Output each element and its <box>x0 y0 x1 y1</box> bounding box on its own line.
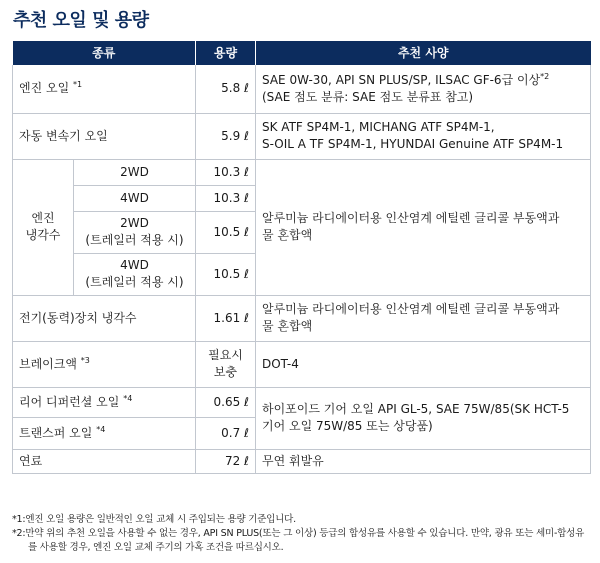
electric-coolant-spec-line1: 알루미늄 라디에이터용 인산염계 에틸렌 글리콜 부동액과 <box>262 302 560 316</box>
coolant-2wd-capacity: 10.3 ℓ <box>196 159 256 185</box>
coolant-2wd-trailer-capacity: 10.5 ℓ <box>196 211 256 253</box>
rear-diff-capacity: 0.65 ℓ <box>196 387 256 417</box>
brake-fluid-capacity-line2: 보충 <box>213 365 238 379</box>
engine-oil-spec-line2: (SAE 점도 분류: SAE 점도 분류표 참고) <box>262 89 474 104</box>
coolant-spec-line1: 알루미늄 라디에이터용 인산염계 에틸렌 글리콜 부동액과 <box>262 211 560 225</box>
footnote-2: *2:만약 위의 추천 오일을 사용할 수 없는 경우, API SN PLUS(또는 그 이상) 등급의 합성유를 사용할 수 있습니다. 만약, 광유 또는 세미-합성유를 사용할 경우, 엔진 오일 교체 주기의 가혹 조건을 따르십시오. <box>12 528 585 553</box>
brake-fluid-spec: DOT-4 <box>256 341 591 387</box>
electric-coolant-capacity: 1.61 ℓ <box>196 295 256 341</box>
brake-fluid-name: 브레이크액 <box>19 356 77 371</box>
brake-fluid-name-cell <box>13 341 196 387</box>
transfer-mark: *4 <box>96 424 106 434</box>
oil-spec-table <box>12 41 591 474</box>
coolant-label <box>13 159 74 295</box>
gear-oil-spec-line1: 하이포이드 기어 오일 API GL-5, SAE 75W/85(SK HCT-5 <box>262 402 570 416</box>
rear-diff-mark: *4 <box>123 393 133 403</box>
footnote-1: *1:엔진 오일 용량은 일반적인 오일 교체 시 주입되는 용량 기준입니다. <box>12 514 296 525</box>
engine-oil-name-cell <box>13 65 196 113</box>
table-row-engine-oil <box>13 65 591 113</box>
electric-coolant-name: 전기(동력)장치 냉각수 <box>13 295 196 341</box>
brake-fluid-capacity-line1: 필요시 <box>208 348 243 362</box>
transmission-capacity: 5.9 ℓ <box>196 113 256 159</box>
coolant-2wd-trailer-name-line2: (트레일러 적용 시) <box>85 233 184 247</box>
coolant-4wd-trailer-name <box>74 253 196 295</box>
coolant-2wd-name: 2WD <box>74 159 196 185</box>
transmission-spec-line2: S-OIL A TF SP4M-1, HYUNDAI Genuine ATF SP4M-1 <box>262 137 564 151</box>
header-type: 종류 <box>13 41 196 65</box>
table-row-transmission <box>13 113 591 159</box>
coolant-4wd-trailer-name-line2: (트레일러 적용 시) <box>85 275 184 289</box>
coolant-4wd-trailer-name-line1: 4WD <box>120 258 149 272</box>
coolant-2wd-trailer-name-line1: 2WD <box>120 216 149 230</box>
transmission-spec <box>256 113 591 159</box>
transfer-capacity: 0.7 ℓ <box>196 417 256 449</box>
fuel-capacity: 72 ℓ <box>196 449 256 473</box>
brake-fluid-mark: *3 <box>80 355 90 365</box>
table-row-coolant-2wd <box>13 159 591 185</box>
rear-diff-name-cell <box>13 387 196 417</box>
header-spec: 추천 사양 <box>256 41 591 65</box>
coolant-spec-line2: 물 혼합액 <box>262 228 313 242</box>
transfer-name: 트랜스퍼 오일 <box>19 425 93 440</box>
rear-diff-name: 리어 디퍼런셜 오일 <box>19 394 120 409</box>
coolant-spec <box>256 159 591 295</box>
engine-oil-name: 엔진 오일 <box>19 81 70 96</box>
brake-fluid-capacity <box>196 341 256 387</box>
coolant-4wd-name: 4WD <box>74 185 196 211</box>
transmission-name: 자동 변속기 오일 <box>13 113 196 159</box>
table-row-electric-coolant <box>13 295 591 341</box>
engine-oil-capacity: 5.8 ℓ <box>196 65 256 113</box>
fuel-spec: 무연 휘발유 <box>256 449 591 473</box>
header-capacity: 용량 <box>196 41 256 65</box>
coolant-4wd-capacity: 10.3 ℓ <box>196 185 256 211</box>
coolant-2wd-trailer-name <box>74 211 196 253</box>
gear-oil-spec <box>256 387 591 449</box>
gear-oil-spec-line2: 기어 오일 75W/85 또는 상당품) <box>262 419 433 433</box>
footnotes <box>12 513 592 555</box>
fuel-name: 연료 <box>13 449 196 473</box>
table-row-fuel <box>13 449 591 473</box>
engine-oil-mark: *1 <box>73 80 83 90</box>
engine-oil-spec-line1: SAE 0W-30, API SN PLUS/SP, ILSAC GF-6급 이상 <box>262 72 541 87</box>
electric-coolant-spec-line2: 물 혼합액 <box>262 319 313 333</box>
coolant-4wd-trailer-capacity: 10.5 ℓ <box>196 253 256 295</box>
page-title: 추천 오일 및 용량 <box>13 10 149 31</box>
transfer-name-cell <box>13 417 196 449</box>
coolant-label-line2: 냉각수 <box>25 228 61 242</box>
engine-oil-spec-mark: *2 <box>540 71 550 81</box>
engine-oil-spec <box>256 65 591 113</box>
transmission-spec-line1: SK ATF SP4M-1, MICHANG ATF SP4M-1, <box>262 120 495 134</box>
table-row-brake-fluid <box>13 341 591 387</box>
table-header-row <box>13 41 591 65</box>
table-row-rear-diff <box>13 387 591 417</box>
coolant-label-line1: 엔진 <box>31 211 55 225</box>
electric-coolant-spec <box>256 295 591 341</box>
